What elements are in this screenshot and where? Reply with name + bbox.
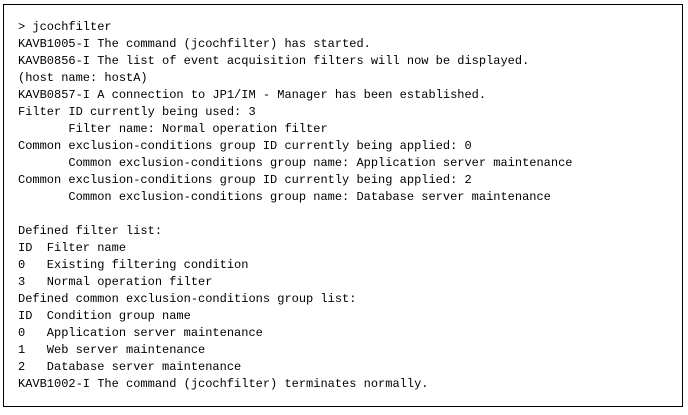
output-line: Common exclusion-conditions group name: Database server maintenance xyxy=(18,190,551,204)
command-prompt-line: > jcochfilter xyxy=(18,20,112,34)
output-line: KAVB1005-I The command (jcochfilter) has started. xyxy=(18,37,371,51)
output-line: Defined filter list: xyxy=(18,224,163,238)
output-line: KAVB0856-I The list of event acquisition filters will now be displayed. xyxy=(18,54,530,68)
output-line: Filter ID currently being used: 3 xyxy=(18,105,256,119)
output-line: KAVB1002-I The command (jcochfilter) terminates normally. xyxy=(18,377,429,391)
output-line: Filter name: Normal operation filter xyxy=(18,122,328,136)
output-line: Common exclusion-conditions group name: Application server maintenance xyxy=(18,156,573,170)
group-list-header: ID Condition group name xyxy=(18,309,191,323)
blank-line xyxy=(18,206,573,223)
terminal-output xyxy=(18,19,573,393)
output-line: KAVB0857-I A connection to JP1/IM - Manager has been established. xyxy=(18,88,487,102)
output-line: Defined common exclusion-conditions group list: xyxy=(18,292,357,306)
terminal-output-frame xyxy=(3,4,683,407)
group-list-row: 1 Web server maintenance xyxy=(18,343,206,357)
group-list-row: 2 Database server maintenance xyxy=(18,360,242,374)
filter-list-row: 0 Existing filtering condition xyxy=(18,258,249,272)
group-list-row: 0 Application server maintenance xyxy=(18,326,263,340)
output-line: Common exclusion-conditions group ID currently being applied: 0 xyxy=(18,139,472,153)
filter-list-header: ID Filter name xyxy=(18,241,127,255)
output-line: Common exclusion-conditions group ID currently being applied: 2 xyxy=(18,173,472,187)
filter-list-row: 3 Normal operation filter xyxy=(18,275,213,289)
output-line: (host name: hostA) xyxy=(18,71,148,85)
